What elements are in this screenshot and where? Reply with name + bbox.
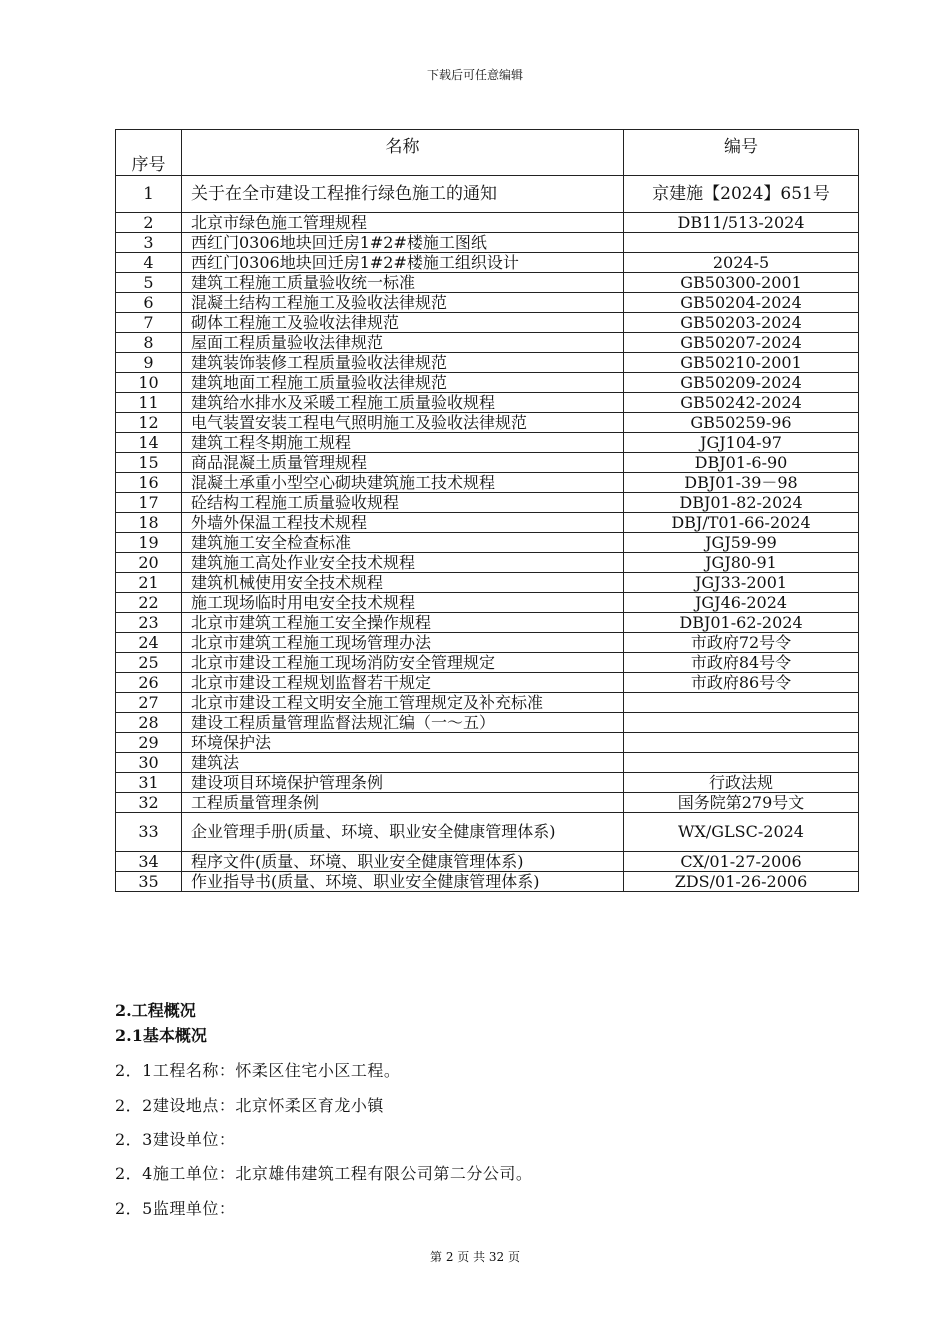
row-code bbox=[624, 693, 859, 713]
row-name: 建筑工程施工质量验收统一标准 bbox=[182, 273, 624, 293]
row-code: JGJ80-91 bbox=[624, 553, 859, 573]
table-row bbox=[116, 753, 859, 773]
table-row bbox=[116, 733, 859, 753]
row-code: DBJ01-6-90 bbox=[624, 453, 859, 473]
row-code: GB50207-2024 bbox=[624, 333, 859, 353]
row-name: 建筑给水排水及采暖工程施工质量验收规程 bbox=[182, 393, 624, 413]
table-row bbox=[116, 533, 859, 553]
row-code: DBJ01-82-2024 bbox=[624, 493, 859, 513]
row-index: 7 bbox=[116, 313, 182, 333]
table-row bbox=[116, 293, 859, 313]
table-header-row bbox=[116, 130, 859, 176]
row-index: 21 bbox=[116, 573, 182, 593]
row-code: WX/GLSC-2024 bbox=[624, 813, 859, 852]
row-code: JGJ46-2024 bbox=[624, 593, 859, 613]
row-name: 混凝土承重小型空心砌块建筑施工技术规程 bbox=[182, 473, 624, 493]
row-name: 北京市建设工程文明安全施工管理规定及补充标准 bbox=[182, 693, 624, 713]
page-header: 下载后可任意编辑 bbox=[426, 68, 523, 82]
row-name: 电气装置安装工程电气照明施工及验收法律规范 bbox=[182, 413, 624, 433]
table-row bbox=[116, 413, 859, 433]
row-code: GB50203-2024 bbox=[624, 313, 859, 333]
table-row bbox=[116, 593, 859, 613]
row-index: 18 bbox=[116, 513, 182, 533]
row-index: 11 bbox=[116, 393, 182, 413]
table-row bbox=[116, 176, 859, 213]
row-code: GB50242-2024 bbox=[624, 393, 859, 413]
table-row bbox=[116, 433, 859, 453]
row-index: 23 bbox=[116, 613, 182, 633]
table-row bbox=[116, 513, 859, 533]
row-index: 1 bbox=[116, 176, 182, 213]
table-row bbox=[116, 393, 859, 413]
row-code: GB50300-2001 bbox=[624, 273, 859, 293]
row-index: 5 bbox=[116, 273, 182, 293]
table-row bbox=[116, 473, 859, 493]
row-name: 建设工程质量管理监督法规汇编（一～五） bbox=[182, 713, 624, 733]
row-name: 北京市绿色施工管理规程 bbox=[182, 213, 624, 233]
table-body bbox=[116, 130, 859, 892]
row-index: 29 bbox=[116, 733, 182, 753]
row-code: JGJ59-99 bbox=[624, 533, 859, 553]
table-row bbox=[116, 713, 859, 733]
header-index: 序号 bbox=[116, 130, 182, 176]
table-row bbox=[116, 573, 859, 593]
row-code bbox=[624, 733, 859, 753]
row-index: 22 bbox=[116, 593, 182, 613]
table-row bbox=[116, 653, 859, 673]
row-code: GB50210-2001 bbox=[624, 353, 859, 373]
row-name: 北京市建设工程规划监督若干规定 bbox=[182, 673, 624, 693]
row-index: 31 bbox=[116, 773, 182, 793]
row-name: 建筑装饰装修工程质量验收法律规范 bbox=[182, 353, 624, 373]
row-index: 24 bbox=[116, 633, 182, 653]
table-row bbox=[116, 333, 859, 353]
row-name: 西红门0306地块回迁房1#2#楼施工图纸 bbox=[182, 233, 624, 253]
row-index: 3 bbox=[116, 233, 182, 253]
row-name: 施工现场临时用电安全技术规程 bbox=[182, 593, 624, 613]
standards-table bbox=[115, 129, 859, 892]
row-code: 国务院第279号文 bbox=[624, 793, 859, 813]
row-name: 程序文件(质量、环境、职业安全健康管理体系) bbox=[182, 852, 624, 872]
row-name: 屋面工程质量验收法律规范 bbox=[182, 333, 624, 353]
paragraph-location: 2．2建设地点：北京怀柔区育龙小镇 bbox=[115, 1096, 384, 1115]
row-code: DBJ01-39－98 bbox=[624, 473, 859, 493]
row-name: 北京市建设工程施工现场消防安全管理规定 bbox=[182, 653, 624, 673]
row-code bbox=[624, 713, 859, 733]
table-row bbox=[116, 773, 859, 793]
row-code: 市政府86号令 bbox=[624, 673, 859, 693]
paragraph-project-name: 2．1工程名称：怀柔区住宅小区工程。 bbox=[115, 1061, 401, 1080]
row-code: DB11/513-2024 bbox=[624, 213, 859, 233]
row-name: 作业指导书(质量、环境、职业安全健康管理体系) bbox=[182, 872, 624, 892]
row-name: 北京市建筑工程施工安全操作规程 bbox=[182, 613, 624, 633]
row-code: GB50204-2024 bbox=[624, 293, 859, 313]
row-code: GB50209-2024 bbox=[624, 373, 859, 393]
row-name: 关于在全市建设工程推行绿色施工的通知 bbox=[182, 176, 624, 213]
paragraph-owner: 2．3建设单位： bbox=[115, 1130, 236, 1149]
row-code: 行政法规 bbox=[624, 773, 859, 793]
row-code: 市政府72号令 bbox=[624, 633, 859, 653]
row-code: JGJ104-97 bbox=[624, 433, 859, 453]
row-name: 建筑法 bbox=[182, 753, 624, 773]
header-code: 编号 bbox=[624, 130, 859, 176]
row-code bbox=[624, 753, 859, 773]
row-code: JGJ33-2001 bbox=[624, 573, 859, 593]
table-row bbox=[116, 253, 859, 273]
row-name: 建筑施工高处作业安全技术规程 bbox=[182, 553, 624, 573]
table-row bbox=[116, 233, 859, 253]
section-title: 2.工程概况 bbox=[115, 1001, 196, 1020]
row-code: DBJ01-62-2024 bbox=[624, 613, 859, 633]
table-row bbox=[116, 353, 859, 373]
table-row bbox=[116, 213, 859, 233]
row-index: 9 bbox=[116, 353, 182, 373]
row-index: 8 bbox=[116, 333, 182, 353]
row-code bbox=[624, 233, 859, 253]
row-index: 25 bbox=[116, 653, 182, 673]
paragraph-supervisor: 2．5监理单位： bbox=[115, 1199, 236, 1218]
table-row bbox=[116, 872, 859, 892]
table-row bbox=[116, 852, 859, 872]
row-name: 混凝土结构工程施工及验收法律规范 bbox=[182, 293, 624, 313]
row-index: 30 bbox=[116, 753, 182, 773]
row-index: 17 bbox=[116, 493, 182, 513]
table-row bbox=[116, 313, 859, 333]
row-index: 27 bbox=[116, 693, 182, 713]
header-name: 名称 bbox=[182, 130, 624, 176]
page-footer: 第 2 页 共 32 页 bbox=[430, 1250, 520, 1264]
row-code: DBJ/T01-66-2024 bbox=[624, 513, 859, 533]
row-index: 6 bbox=[116, 293, 182, 313]
row-index: 12 bbox=[116, 413, 182, 433]
row-index: 16 bbox=[116, 473, 182, 493]
row-name: 建设项目环境保护管理条例 bbox=[182, 773, 624, 793]
table-row bbox=[116, 793, 859, 813]
row-code: CX/01-27-2006 bbox=[624, 852, 859, 872]
row-code: ZDS/01-26-2006 bbox=[624, 872, 859, 892]
paragraph-contractor: 2．4施工单位：北京雄伟建筑工程有限公司第二分公司。 bbox=[115, 1164, 533, 1183]
table-row bbox=[116, 673, 859, 693]
row-name: 商品混凝土质量管理规程 bbox=[182, 453, 624, 473]
row-name: 建筑机械使用安全技术规程 bbox=[182, 573, 624, 593]
table-row bbox=[116, 453, 859, 473]
row-code: 市政府84号令 bbox=[624, 653, 859, 673]
row-index: 20 bbox=[116, 553, 182, 573]
table-row bbox=[116, 493, 859, 513]
table-row bbox=[116, 813, 859, 852]
row-name: 建筑施工安全检查标准 bbox=[182, 533, 624, 553]
row-name: 工程质量管理条例 bbox=[182, 793, 624, 813]
row-code: 2024-5 bbox=[624, 253, 859, 273]
row-name: 环境保护法 bbox=[182, 733, 624, 753]
row-index: 19 bbox=[116, 533, 182, 553]
row-name: 北京市建筑工程施工现场管理办法 bbox=[182, 633, 624, 653]
row-code: GB50259-96 bbox=[624, 413, 859, 433]
row-index: 26 bbox=[116, 673, 182, 693]
row-index: 32 bbox=[116, 793, 182, 813]
row-index: 10 bbox=[116, 373, 182, 393]
row-index: 33 bbox=[116, 813, 182, 852]
table-row bbox=[116, 693, 859, 713]
row-name: 砌体工程施工及验收法律规范 bbox=[182, 313, 624, 333]
table-row bbox=[116, 613, 859, 633]
row-code: 京建施【2024】651号 bbox=[624, 176, 859, 213]
row-index: 28 bbox=[116, 713, 182, 733]
row-index: 35 bbox=[116, 872, 182, 892]
row-index: 34 bbox=[116, 852, 182, 872]
row-name: 建筑地面工程施工质量验收法律规范 bbox=[182, 373, 624, 393]
row-name: 西红门0306地块回迁房1#2#楼施工组织设计 bbox=[182, 253, 624, 273]
row-index: 2 bbox=[116, 213, 182, 233]
subsection-title: 2.1基本概况 bbox=[115, 1026, 207, 1045]
row-name: 企业管理手册(质量、环境、职业安全健康管理体系) bbox=[182, 813, 624, 852]
table-row bbox=[116, 553, 859, 573]
table-row bbox=[116, 373, 859, 393]
table-row bbox=[116, 633, 859, 653]
row-index: 15 bbox=[116, 453, 182, 473]
row-name: 建筑工程冬期施工规程 bbox=[182, 433, 624, 453]
row-name: 外墙外保温工程技术规程 bbox=[182, 513, 624, 533]
table-row bbox=[116, 273, 859, 293]
row-index: 4 bbox=[116, 253, 182, 273]
row-name: 砼结构工程施工质量验收规程 bbox=[182, 493, 624, 513]
row-index: 14 bbox=[116, 433, 182, 453]
